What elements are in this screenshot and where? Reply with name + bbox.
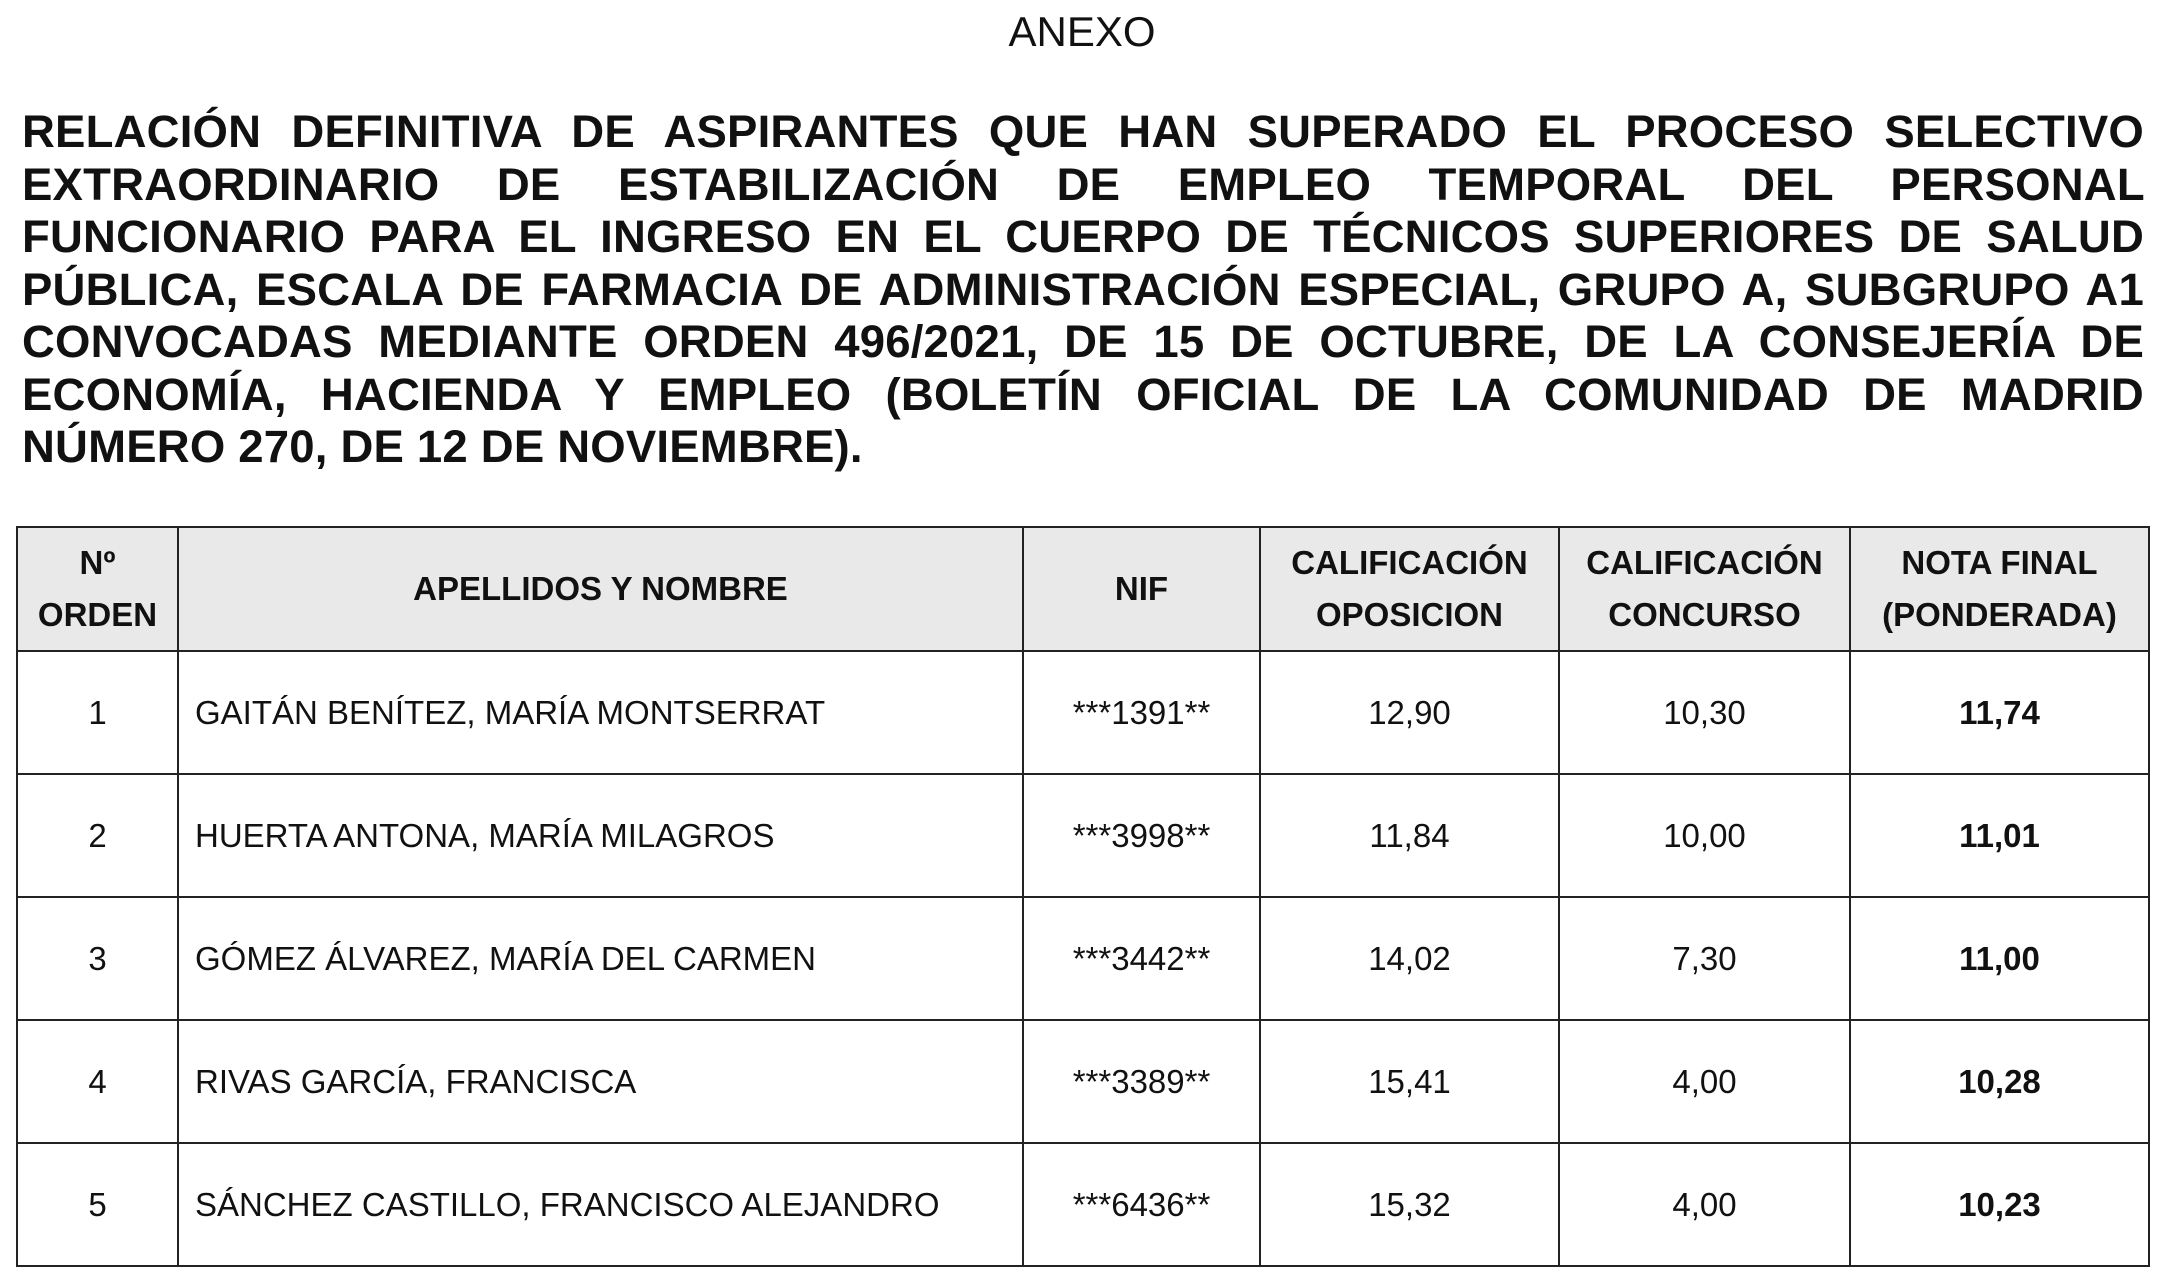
cell-concurso: 10,00 xyxy=(1559,774,1850,897)
cell-nif: ***6436** xyxy=(1023,1143,1260,1266)
cell-final: 11,74 xyxy=(1850,651,2149,774)
header-final-line2: (PONDERADA) xyxy=(1882,596,2117,633)
heading-line: FUNCIONARIO PARA EL INGRESO EN EL CUERPO DE TÉCNICOS SUPERIORES DE SALUD xyxy=(22,211,2144,262)
header-oposicion-line1: CALIFICACIÓN xyxy=(1291,544,1528,581)
cell-concurso: 4,00 xyxy=(1559,1020,1850,1143)
heading-line: DE ECONOMÍA, HACIENDA Y EMPLEO (BOLETÍN OFICIAL DE LA COMUNIDAD DE MADRID xyxy=(22,316,2144,420)
header-concurso-line2: CONCURSO xyxy=(1608,596,1801,633)
cell-oposicion: 15,32 xyxy=(1260,1143,1559,1266)
header-orden-line1: Nº xyxy=(79,544,116,581)
cell-orden: 4 xyxy=(17,1020,178,1143)
header-orden xyxy=(17,527,178,651)
header-final-line1: NOTA FINAL xyxy=(1901,544,2098,581)
cell-nombre: GAITÁN BENÍTEZ, MARÍA MONTSERRAT xyxy=(178,651,1023,774)
cell-concurso: 4,00 xyxy=(1559,1143,1850,1266)
cell-orden: 2 xyxy=(17,774,178,897)
heading-line: EXTRAORDINARIO DE ESTABILIZACIÓN DE EMPLEO TEMPORAL DEL PERSONAL xyxy=(22,158,2144,210)
heading-line: NÚMERO 270, DE 12 DE NOVIEMBRE). xyxy=(22,421,863,472)
heading-line: PÚBLICA, ESCALA DE FARMACIA DE ADMINISTRACIÓN ESPECIAL, GRUPO A, SUBGRUPO A1 xyxy=(22,263,2144,315)
cell-orden: 3 xyxy=(17,897,178,1020)
document-heading xyxy=(22,106,2144,474)
cell-final: 10,28 xyxy=(1850,1020,2149,1143)
header-oposicion xyxy=(1260,527,1559,651)
table-row xyxy=(17,774,2149,897)
header-nif xyxy=(1023,527,1260,651)
cell-nif: ***3389** xyxy=(1023,1020,1260,1143)
cell-nif: ***3998** xyxy=(1023,774,1260,897)
cell-final: 10,23 xyxy=(1850,1143,2149,1266)
header-nif-text: NIF xyxy=(1114,570,1169,607)
heading-line: RELACIÓN DEFINITIVA DE ASPIRANTES QUE HAN SUPERADO EL PROCESO SELECTIVO xyxy=(22,106,2144,157)
cell-final: 11,01 xyxy=(1850,774,2149,897)
table-row xyxy=(17,1020,2149,1143)
table-header-row xyxy=(17,527,2149,651)
results-table xyxy=(16,526,2150,1267)
cell-concurso: 7,30 xyxy=(1559,897,1850,1020)
cell-final: 11,00 xyxy=(1850,897,2149,1020)
cell-orden: 1 xyxy=(17,651,178,774)
cell-nif: ***1391** xyxy=(1023,651,1260,774)
cell-nombre: SÁNCHEZ CASTILLO, FRANCISCO ALEJANDRO xyxy=(178,1143,1023,1266)
cell-oposicion: 11,84 xyxy=(1260,774,1559,897)
cell-nombre: HUERTA ANTONA, MARÍA MILAGROS xyxy=(178,774,1023,897)
table-row xyxy=(17,1143,2149,1266)
cell-oposicion: 15,41 xyxy=(1260,1020,1559,1143)
table-row xyxy=(17,897,2149,1020)
header-concurso xyxy=(1559,527,1850,651)
header-nombre xyxy=(178,527,1023,651)
cell-concurso: 10,30 xyxy=(1559,651,1850,774)
header-nombre-text: APELLIDOS Y NOMBRE xyxy=(413,570,788,607)
header-oposicion-line2: OPOSICION xyxy=(1315,596,1504,633)
header-concurso-line1: CALIFICACIÓN xyxy=(1586,544,1823,581)
annex-label: ANEXO xyxy=(1008,8,1156,55)
cell-nombre: RIVAS GARCÍA, FRANCISCA xyxy=(178,1020,1023,1143)
cell-nif: ***3442** xyxy=(1023,897,1260,1020)
cell-oposicion: 12,90 xyxy=(1260,651,1559,774)
heading-line: CONVOCADAS MEDIANTE ORDEN 496/2021, DE 15 DE OCTUBRE, DE LA CONSEJERÍA xyxy=(22,316,2055,367)
cell-nombre: GÓMEZ ÁLVAREZ, MARÍA DEL CARMEN xyxy=(178,897,1023,1020)
cell-orden: 5 xyxy=(17,1143,178,1266)
header-final xyxy=(1850,527,2149,651)
header-orden-line2: ORDEN xyxy=(37,596,158,633)
cell-oposicion: 14,02 xyxy=(1260,897,1559,1020)
table-row xyxy=(17,651,2149,774)
